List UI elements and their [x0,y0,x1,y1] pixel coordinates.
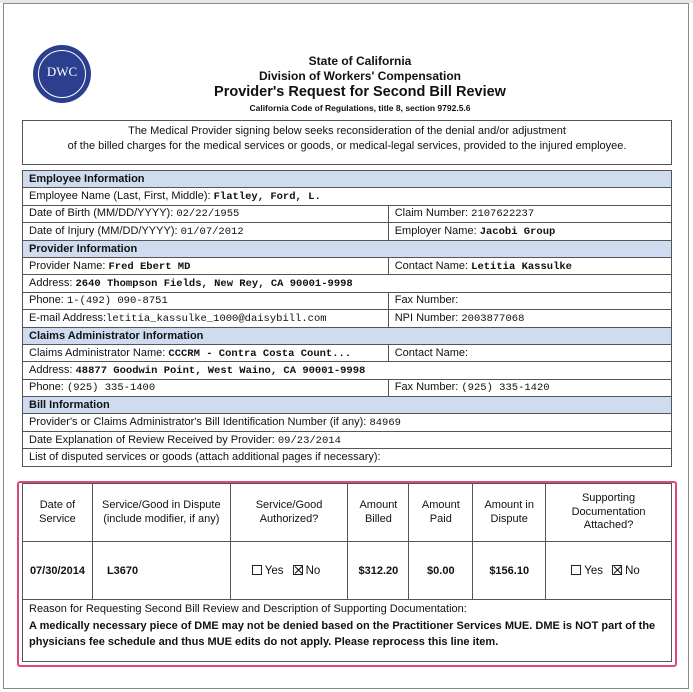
npi-field: NPI Number: 2003877068 [388,310,671,327]
cell-date-of-service: 07/30/2014 [23,542,93,600]
cell-amount-billed: $312.20 [348,542,409,600]
authorized-yes-checkbox[interactable] [252,565,262,575]
claim-number-value: 2107622237 [471,208,535,221]
employee-name-field: Employee Name (Last, First, Middle): Flatley, Ford, L. [23,188,672,205]
admin-name-field: Claims Administrator Name: CCCRM - Contra Costa Count... [23,344,389,361]
npi-value: 2003877068 [461,312,525,325]
state-heading: State of California [308,54,412,68]
claim-number-field: Claim Number: 2107622237 [388,205,671,222]
disputed-line-row [23,542,672,600]
disputed-services-table [22,483,672,600]
provider-email-field: E-mail Address:letitia_kassulke_1000@daisybill.com [23,310,389,327]
section-claims-admin: Claims Administrator Information [23,327,672,344]
provider-address-field: Address: 2640 Thompson Fields, New Rey, CA 90001-9998 [23,275,672,292]
intro-line-2: of the billed charges for the medical services or goods, or medical-legal services, provided to the injured employee. [67,140,627,152]
col-date-of-service: Date of Service [23,484,93,542]
bill-id-value: 84969 [369,417,401,430]
admin-phone-value: (925) 335-1400 [66,382,156,395]
reason-label: Reason for Requesting Second Bill Review and Description of Supporting Documentation: [29,603,467,615]
intro-statement [22,120,672,165]
intro-line-1: The Medical Provider signing below seeks reconsideration of the denial and/or adjustment [128,125,566,137]
regulation-citation: California Code of Regulations, title 8, section 9792.5.6 [249,103,471,113]
admin-fax-value: (925) 335-1420 [461,382,550,395]
division-heading: Division of Workers' Compensation [259,69,461,83]
provider-email-value: letitia_kassulke_1000@daisybill.com [106,312,327,325]
docs-yes-checkbox[interactable] [571,565,581,575]
eor-date-value: 09/23/2014 [277,434,341,447]
section-employee: Employee Information [23,171,672,188]
admin-address-value: 48877 Goodwin Point, West Waino, CA 90001-9998 [75,364,366,377]
authorized-no-checkbox[interactable] [293,565,303,575]
docs-no-checkbox[interactable] [612,565,622,575]
docs-no-label: No [625,564,640,577]
provider-name-value: Fred Ebert MD [108,260,191,273]
cell-authorized [230,542,348,600]
disputed-list-label: List of disputed services or goods (attach additional pages if necessary): [23,449,672,466]
cell-service-code: L3670 [92,542,230,600]
dob-value: 02/22/1955 [176,208,240,221]
employer-value: Jacobi Group [479,225,556,238]
admin-address-field: Address: 48877 Goodwin Point, West Waino, CA 90001-9998 [23,362,672,379]
doi-field: Date of Injury (MM/DD/YYYY): 01/07/2012 [23,223,389,240]
provider-fax-field: Fax Number: [388,292,671,309]
authorized-no-label: No [305,564,321,577]
authorized-yes-label: Yes [264,564,284,577]
section-bill: Bill Information [23,397,672,414]
cell-amount-paid: $0.00 [409,542,473,600]
docs-yes-label: Yes [584,564,604,577]
claim-form-table [22,170,672,467]
seal-text: DWC [46,64,78,79]
provider-contact-field: Contact Name: Letitia Kassulke [388,257,671,274]
col-service-good: Service/Good in Dispute (include modifier, if any) [92,484,230,542]
disputed-header-row [23,484,672,542]
col-authorized: Service/Good Authorized? [230,484,348,542]
admin-name-value: CCCRM - Contra Costa Count... [168,347,352,360]
bill-id-field: Provider's or Claims Administrator's Bill Identification Number (if any): 84969 [23,414,672,431]
eor-date-field: Date Explanation of Review Received by Provider: 09/23/2014 [23,431,672,448]
form-title: Provider's Request for Second Bill Review [214,84,506,100]
employee-name-value: Flatley, Ford, L. [213,191,321,204]
admin-fax-field: Fax Number: (925) 335-1420 [388,379,671,396]
provider-phone-value: 1-(492) 090-8751 [66,295,168,308]
cell-supporting-docs [546,542,672,600]
doi-value: 01/07/2012 [180,225,244,238]
employer-field: Employer Name: Jacobi Group [388,223,671,240]
dob-field: Date of Birth (MM/DD/YYYY): 02/22/1955 [23,205,389,222]
provider-phone-field: Phone: 1-(492) 090-8751 [23,292,389,309]
col-amount-in-dispute: Amount in Dispute [473,484,546,542]
reason-text: A medically necessary piece of DME may not be denied based on the Practitioner Services MUE. DME is NOT part of the physicians fee schedule and thus MUE edits do not apply. Please reprocess this line item. [29,620,656,648]
reason-box [22,599,672,662]
provider-name-field: Provider Name: Fred Ebert MD [23,257,389,274]
admin-contact-field: Contact Name: [388,344,671,361]
col-supporting-docs: Supporting Documentation Attached? [546,484,672,542]
admin-phone-field: Phone: (925) 335-1400 [23,379,389,396]
provider-address-value: 2640 Thompson Fields, New Rey, CA 90001-9998 [75,278,353,291]
cell-amount-in-dispute: $156.10 [473,542,546,600]
provider-contact-value: Letitia Kassulke [471,260,572,273]
col-amount-billed: Amount Billed [348,484,409,542]
col-amount-paid: Amount Paid [409,484,473,542]
dwc-seal-logo [33,45,91,103]
section-provider: Provider Information [23,240,672,257]
